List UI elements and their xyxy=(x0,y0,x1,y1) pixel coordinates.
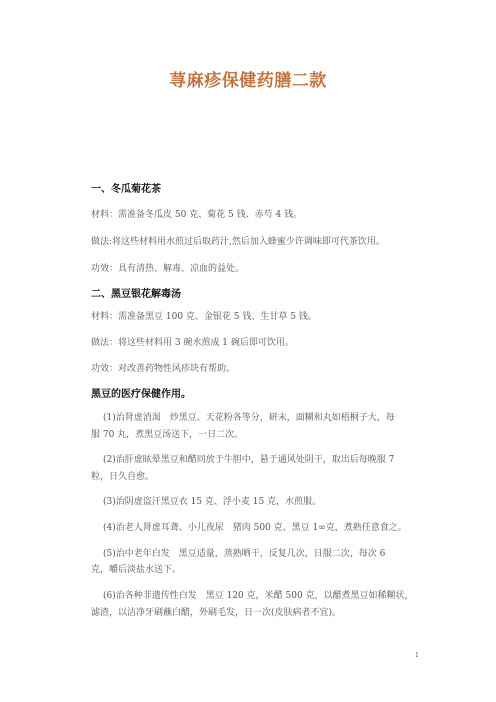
section1-materials: 材料：需准备冬瓜皮 50 克、菊花 5 钱、赤芍 4 钱。 xyxy=(91,210,303,220)
page-title: 荨麻疹保健药膳二款 xyxy=(169,71,327,91)
section1-heading: 一、冬瓜菊花茶 xyxy=(91,184,161,195)
section2-effect: 功效：对改善药物性风疹块有帮助。 xyxy=(91,364,236,374)
list-item-4-line1: (4)治老人肾虚耳聋、小儿夜尿 猪肉 500 克、黑豆 1∞克，煮熟任意食之。 xyxy=(103,523,407,533)
section1-effect: 功效：具有清热、解毒、凉血的益处。 xyxy=(91,264,245,274)
section3-heading: 黑豆的医疗保健作用。 xyxy=(91,389,191,400)
list-item-3-line1: (3)治阴虚盗汗黑豆衣 15 克、浮小麦 15 克，水煎服。 xyxy=(103,497,322,507)
list-item-6-line2: 滤渣，以洁净牙刷蘸白醋，外刷毛发，日一次(皮肤病者不宜)。 xyxy=(91,608,342,618)
section2-heading: 二、黑豆银花解毒汤 xyxy=(91,289,181,300)
section2-method: 做法：将这些材料用 3 碗水煎成 1 碗后即可饮用。 xyxy=(91,338,294,348)
list-item-5-line1: (5)治中老年白发 黑豆适量，蒸熟晒干，反复几次，日服二次，每次 6 xyxy=(103,549,386,559)
list-item-2-line1: (2)治肝虚眩晕黑豆和醋同放于牛胆中，悬于通风处阴干，取出后每晚服 7 xyxy=(103,455,395,465)
list-item-5-line2: 克，嚼后淡盐水送下。 xyxy=(91,565,182,575)
list-item-2-line2: 粒，日久自愈。 xyxy=(91,472,155,482)
list-item-6-line1: (6)治各种非遗传性白发 黑豆 120 克，米醋 500 克，以醋煮黑豆如稀糊状， xyxy=(103,591,414,601)
section2-materials: 材料：需准备黑豆 100 克、金银花 5 钱、生甘草 5 钱。 xyxy=(91,312,317,322)
list-item-1-line1: (1)治肾虚消渴 炒黑豆、天花粉各等分，研末，面糊和丸如梧桐子大，每 xyxy=(103,413,395,423)
list-item-1-line2: 服 70 丸，煮黑豆汤送下，一日二次。 xyxy=(91,430,244,440)
page-number: 1 xyxy=(415,652,419,659)
section1-method: 做法:将这些材料用水煎过后取药汁,然后加入蜂蜜少许调味即可代茶饮用。 xyxy=(91,237,385,247)
